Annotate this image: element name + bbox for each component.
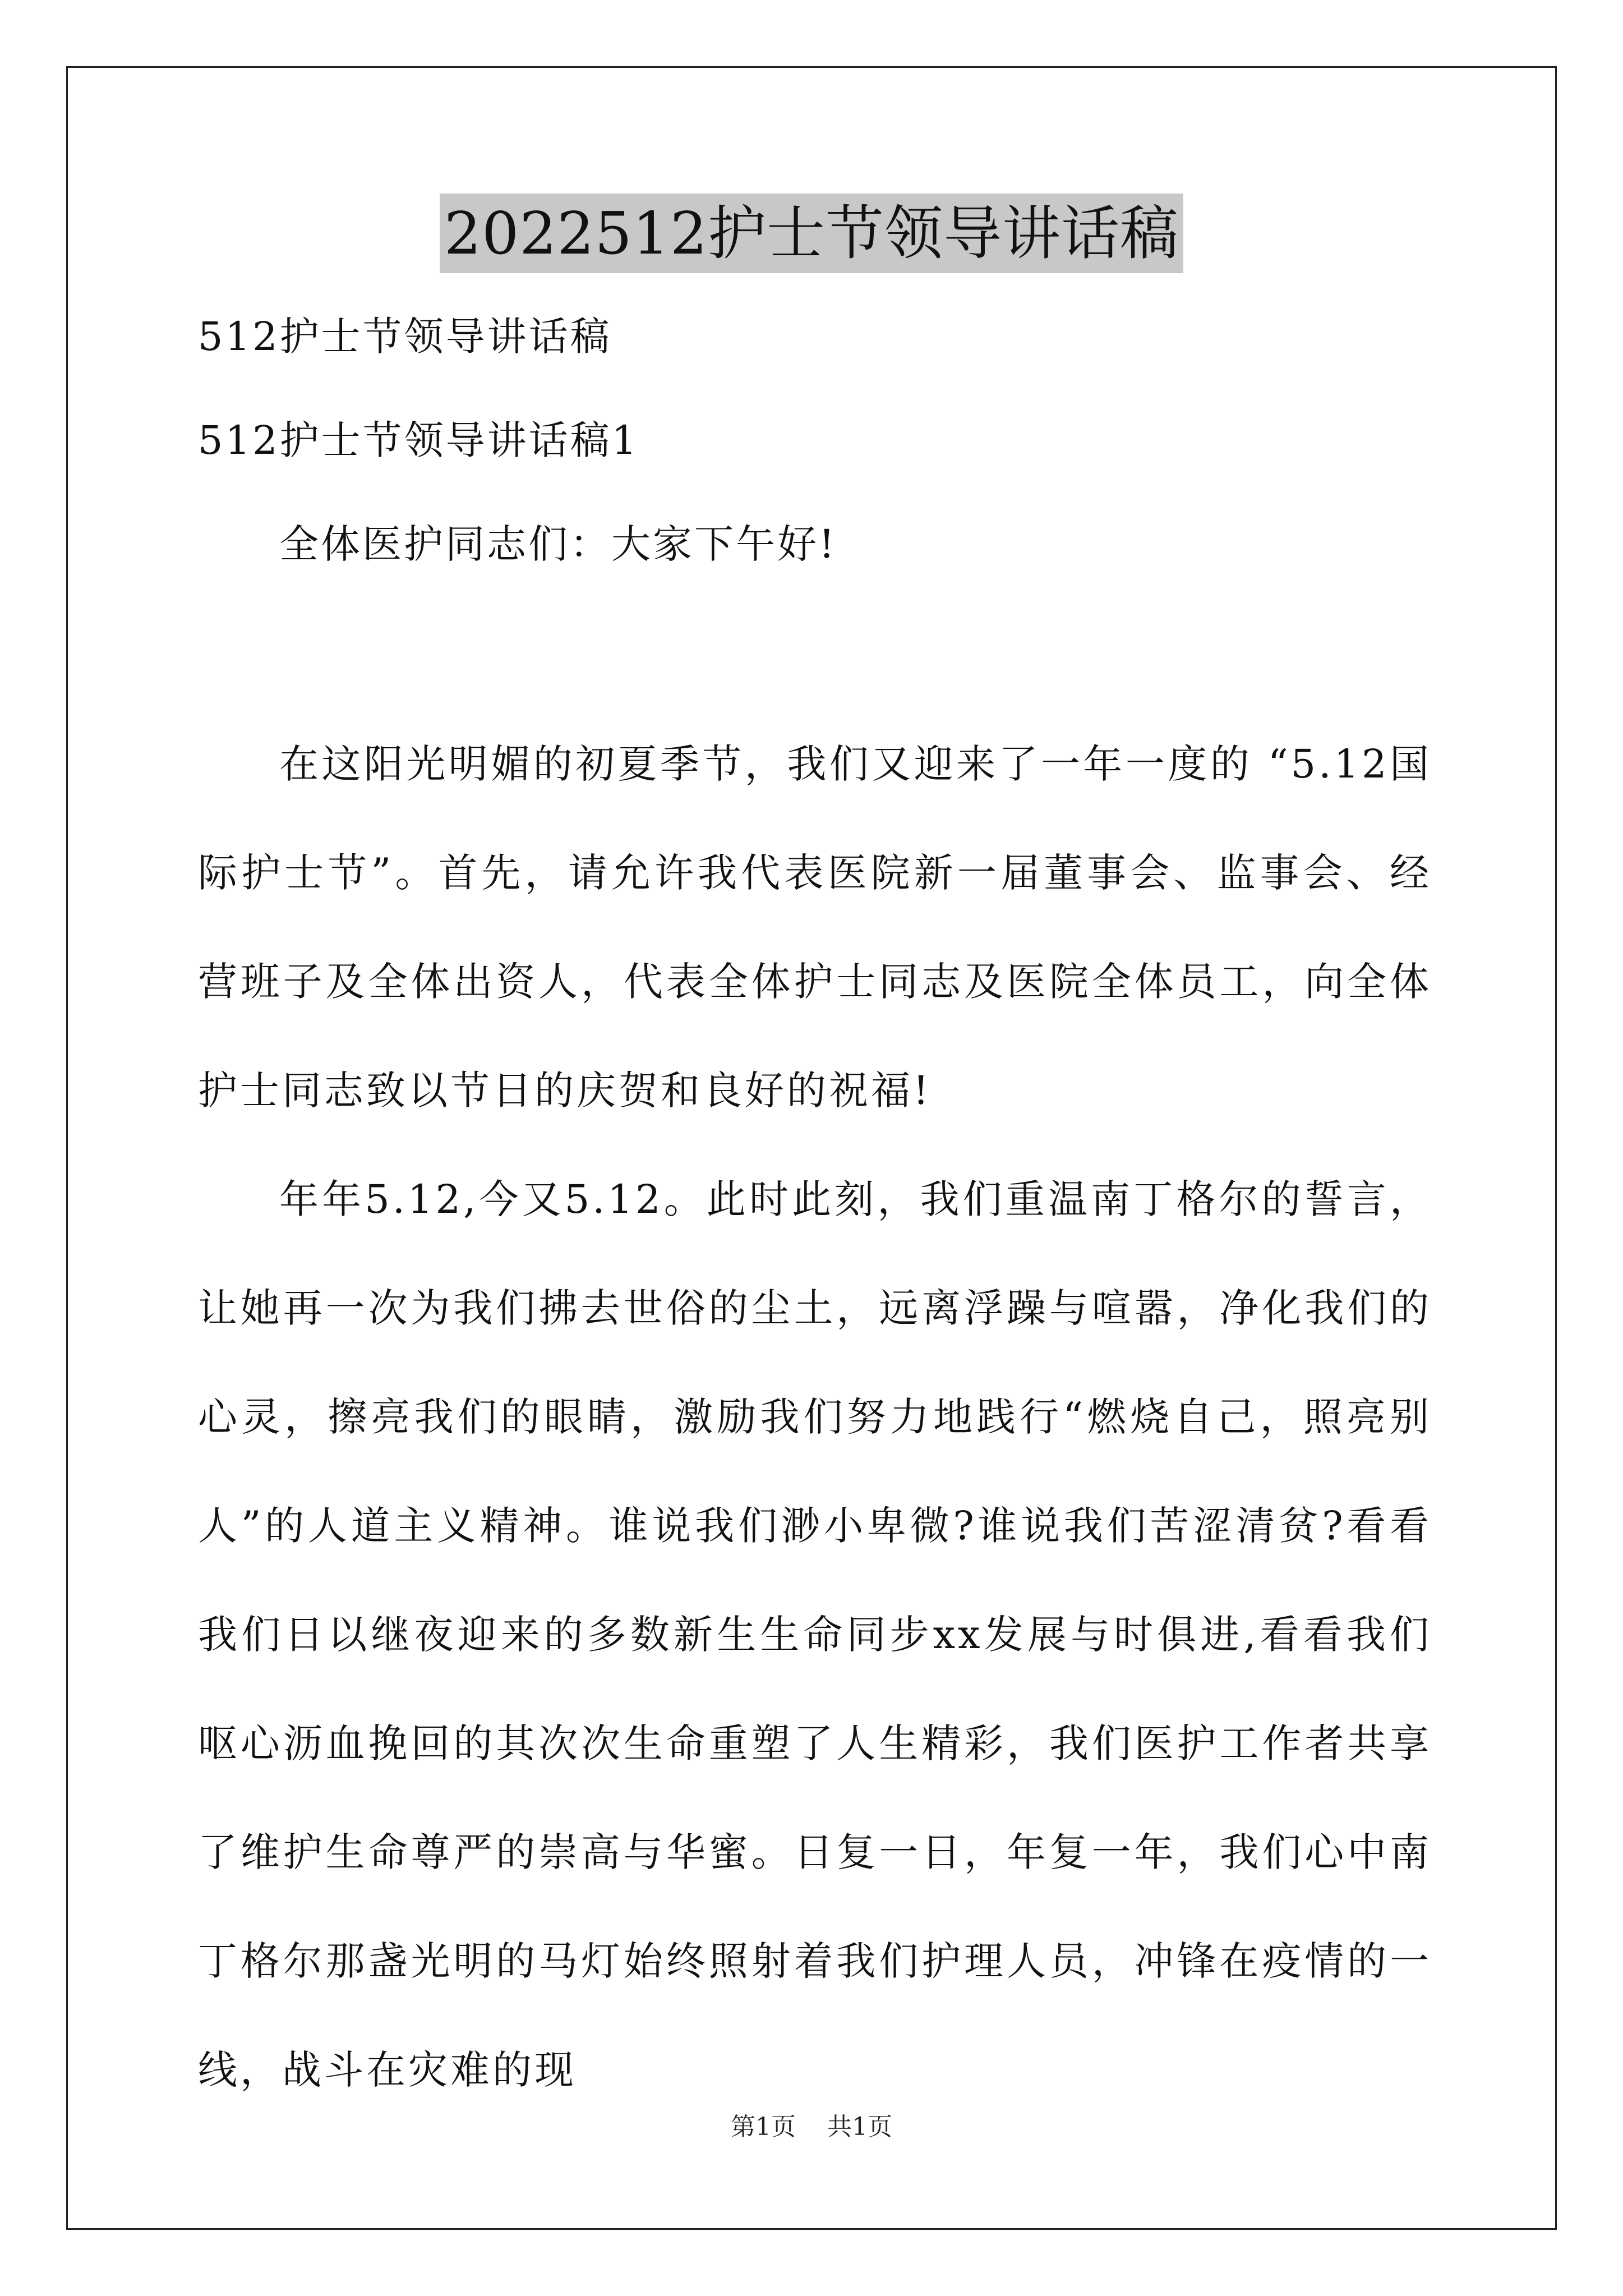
page-footer [0, 2106, 1623, 2142]
subtitle-main: 512护士节领导讲话稿 [198, 314, 612, 360]
document-title: 2022512护士节领导讲话稿 [440, 194, 1183, 273]
greeting: 全体医护同志们：大家下午好! [279, 521, 837, 567]
paragraph-2: 年年5.12,今又5.12。此时此刻，我们重温南丁格尔的誓言，让她再一次为我们拂去世俗的尘土，远离浮躁与喧嚣，净化我们的心灵，擦亮我们的眼睛，激励我们努力地践行“燃烧自己，照亮别人”的人道主义精神。谁说我们渺小卑微?谁说我们苦涩清贫?看看我们日以继夜迎来的多数新生生命同步xx发展与时俱进,看看我们呕心沥血挽回的其次次生命重塑了人生精彩，我们医护工作者共享了维护生命尊严的崇高与华蜜。日复一日，年复一年，我们心中南丁格尔那盏光明的马灯始终照射着我们护理人员，冲锋在疫情的一线，战斗在灾难的现 [198, 1176, 1432, 2093]
page-number: 第1页 [731, 2113, 796, 2141]
document-title-block [0, 194, 1623, 273]
paragraph-1: 在这阳光明媚的初夏季节，我们又迎来了一年一度的 “5.12国际护士节”。首先，请允许我代表医院新一届董事会、监事会、经营班子及全体出资人，代表全体护士同志及医院全体员工，向全体护士同志致以节日的庆贺和良好的祝福! [198, 741, 1432, 1114]
document-body [198, 311, 1432, 2124]
subtitle-numbered: 512护士节领导讲话稿1 [198, 417, 639, 463]
page-total: 共1页 [827, 2113, 892, 2141]
